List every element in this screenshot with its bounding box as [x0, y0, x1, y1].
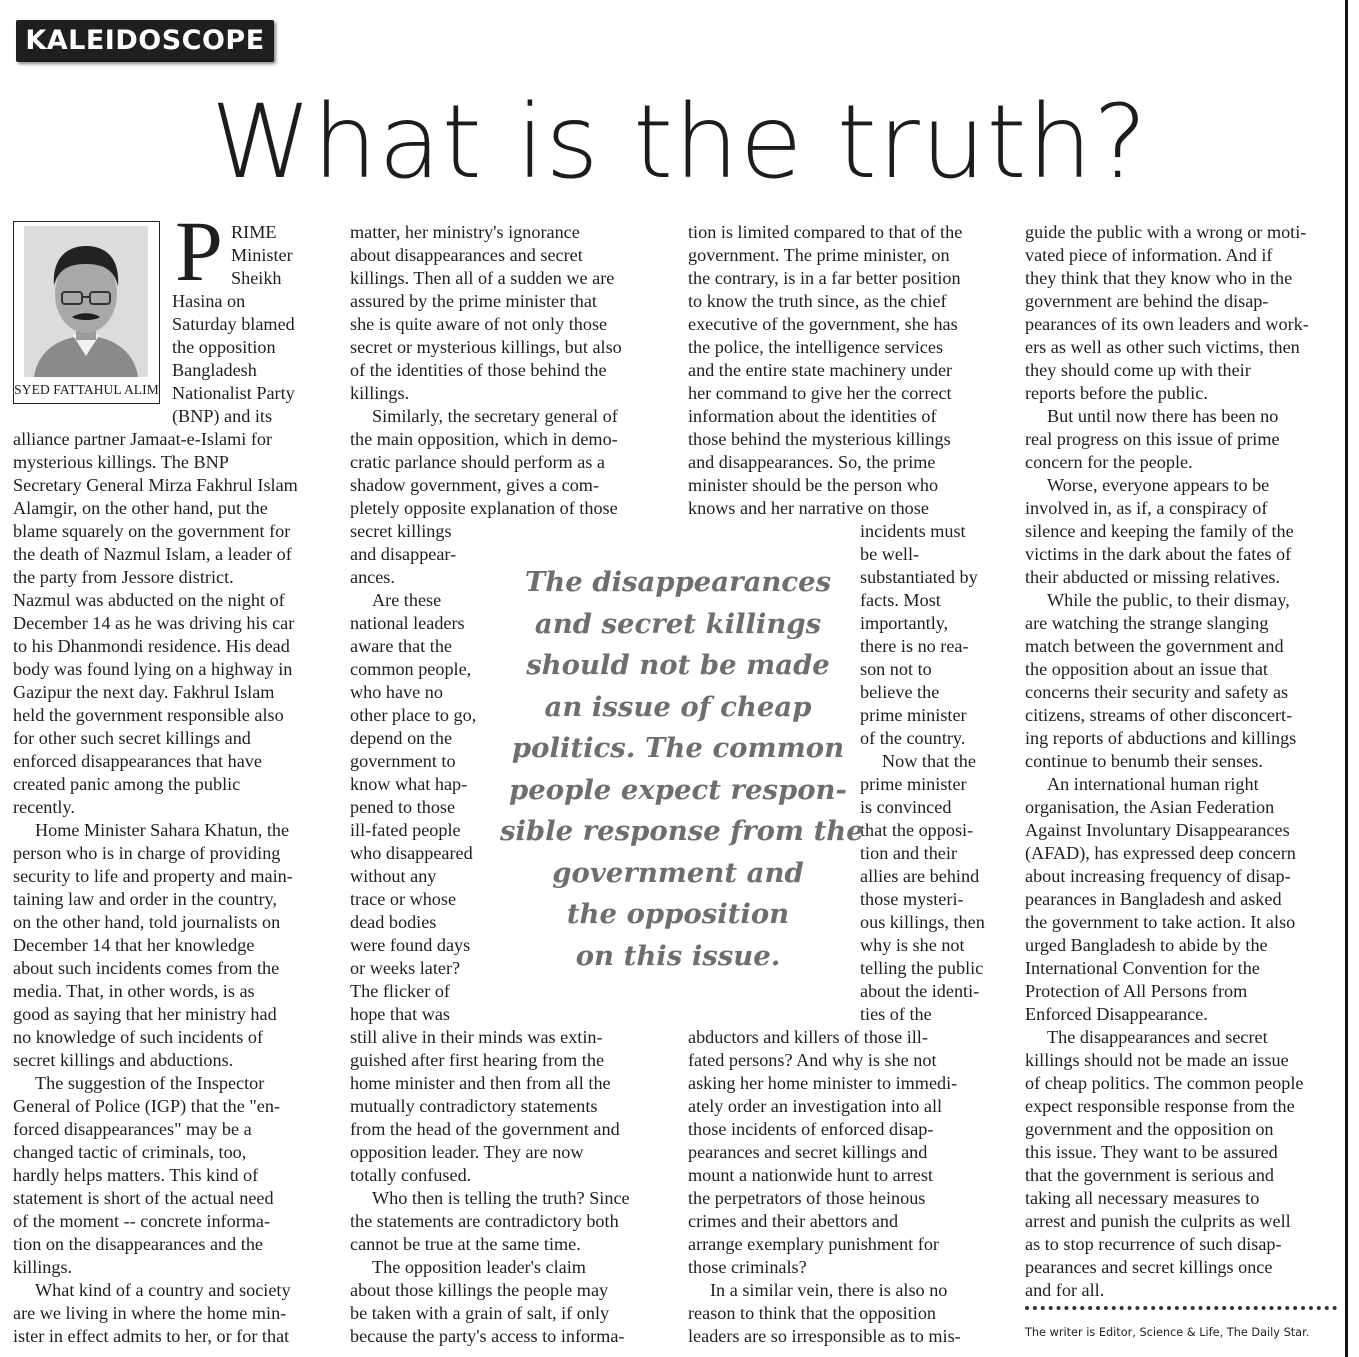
- text-line: prime minister: [860, 774, 967, 794]
- text-line: mutually contradictory statements: [350, 1096, 598, 1116]
- text-line: arrange exemplary punishment for: [688, 1234, 939, 1254]
- text-line: were found days: [350, 935, 471, 955]
- pull-quote-line: government and: [552, 856, 804, 889]
- text-line: common people,: [350, 659, 472, 679]
- text-line: Secretary General Mirza Fakhrul Islam: [13, 475, 298, 495]
- text-line: there is no rea-: [860, 636, 969, 656]
- text-line: tion on the disappearances and the: [13, 1234, 263, 1254]
- text-line: on the other hand, told journalists on: [13, 912, 281, 932]
- text-line: Nazmul was abducted on the night of: [13, 590, 285, 610]
- text-line: or weeks later?: [350, 958, 461, 978]
- text-line: ties of the: [860, 1004, 932, 1024]
- text-line: real progress on this issue of prime: [1025, 429, 1280, 449]
- text-line: that the opposi-: [860, 820, 974, 840]
- text-line: secret or mysterious killings, but also: [350, 337, 622, 357]
- text-line: who have no: [350, 682, 443, 702]
- text-line: The opposition leader's claim: [372, 1257, 586, 1277]
- text-line: to his Dhanmondi residence. His dead: [13, 636, 290, 656]
- text-line: Saturday blamed: [172, 314, 295, 334]
- text-line: General of Police (IGP) that the "en-: [13, 1096, 281, 1116]
- text-line: about disappearances and secret: [350, 245, 583, 265]
- text-line: as to stop recurrence of such disap-: [1025, 1234, 1282, 1254]
- text-line: continue to benumb their senses.: [1025, 751, 1263, 771]
- pull-quote-line: politics. The common: [511, 732, 845, 764]
- text-line: guide the public with a wrong or moti-: [1025, 222, 1307, 242]
- text-line: match between the government and: [1025, 636, 1284, 656]
- text-line: believe the: [860, 682, 940, 702]
- pull-quote-line: The disappearances: [524, 566, 832, 598]
- text-line: about the identi-: [860, 981, 980, 1001]
- text-line: information about the identities of: [688, 406, 937, 426]
- text-line: about those killings the people may: [350, 1280, 609, 1300]
- text-line: recently.: [13, 797, 75, 817]
- text-line: still alive in their minds was extin-: [350, 1027, 603, 1047]
- text-line: Alamgir, on the other hand, put the: [13, 498, 268, 518]
- text-line: Against Involuntary Disappearances: [1025, 820, 1290, 840]
- pull-quote-line: and secret killings: [534, 607, 822, 640]
- text-line: of the moment -- concrete informa-: [13, 1211, 271, 1231]
- text-line: pearances of its own leaders and work-: [1025, 314, 1309, 334]
- text-line: government to: [350, 751, 456, 771]
- text-line: reason to think that the opposition: [688, 1303, 937, 1323]
- text-line: citizens, streams of other disconcert-: [1025, 705, 1293, 725]
- text-line: Who then is telling the truth? Since: [372, 1188, 630, 1208]
- author-note: The writer is Editor, Science & Life, The Daily Star.: [1025, 1326, 1310, 1339]
- text-line: the perpetrators of those heinous: [688, 1188, 926, 1208]
- text-line: secret killings and abductions.: [13, 1050, 234, 1070]
- text-line: Sheikh: [231, 268, 282, 288]
- text-line: changed tactic of criminals, too,: [13, 1142, 247, 1162]
- text-line: of the identities of those behind the: [350, 360, 607, 380]
- text-line: telling the public: [860, 958, 984, 978]
- text-line: held the government responsible also: [13, 705, 284, 725]
- text-line: incidents must: [860, 521, 966, 541]
- text-line: silence and keeping the family of the: [1025, 521, 1294, 541]
- text-line: ous killings, then: [860, 912, 985, 932]
- text-line: national leaders: [350, 613, 465, 633]
- text-line: cratic parlance should perform as a: [350, 452, 606, 472]
- text-line: expect responsible response from the: [1025, 1096, 1295, 1116]
- text-line: The suggestion of the Inspector: [35, 1073, 265, 1093]
- text-line: Nationalist Party: [172, 383, 295, 403]
- text-line: her command to give her the correct: [688, 383, 952, 403]
- text-line: But until now there has been no: [1047, 406, 1279, 426]
- text-line: of cheap politics. The common people: [1025, 1073, 1304, 1093]
- text-line: and the entire state machinery under: [688, 360, 953, 380]
- text-line: son not to: [860, 659, 932, 679]
- text-line: the opposition: [172, 337, 276, 357]
- text-line: taking all necessary measures to: [1025, 1188, 1260, 1208]
- text-line: ers as well as other such victims, then: [1025, 337, 1300, 357]
- text-line: Are these: [372, 590, 442, 610]
- text-line: blame squarely on the government for: [13, 521, 291, 541]
- text-line: ances.: [350, 567, 395, 587]
- text-line: tion and their: [860, 843, 957, 863]
- text-line: facts. Most: [860, 590, 941, 610]
- text-line: The flicker of: [350, 981, 450, 1001]
- text-line: the contrary, is in a far better position: [688, 268, 961, 288]
- text-line: Home Minister Sahara Khatun, the: [35, 820, 290, 840]
- text-line: pletely opposite explanation of those: [350, 498, 618, 518]
- text-line: from the head of the government and: [350, 1119, 620, 1139]
- text-line: good as saying that her ministry had: [13, 1004, 277, 1024]
- text-line: of the country.: [860, 728, 966, 748]
- text-line: the main opposition, which in demo-: [350, 429, 618, 449]
- text-line: the police, the intelligence services: [688, 337, 944, 357]
- text-line: vated piece of information. And if: [1025, 245, 1273, 265]
- pull-quote-line: people expect respon-: [509, 773, 847, 806]
- text-line: Enforced Disappearance.: [1025, 1004, 1208, 1024]
- text-line: she is quite aware of not only those: [350, 314, 608, 334]
- text-line: prime minister: [860, 705, 967, 725]
- pull-quote-line: an issue of cheap: [544, 690, 812, 723]
- text-line: Hasina on: [172, 291, 246, 311]
- text-line: abductors and killers of those ill-: [688, 1027, 928, 1047]
- text-line: depend on the: [350, 728, 453, 748]
- text-line: media. That, in other words, is as: [13, 981, 255, 1001]
- text-line: killings. Then all of a sudden we are: [350, 268, 615, 288]
- text-line: Gazipur the next day. Fakhrul Islam: [13, 682, 275, 702]
- text-line: are watching the strange slanging: [1025, 613, 1269, 633]
- text-line: leaders are so irresponsible as to mis-: [688, 1326, 961, 1346]
- text-line: who disappeared: [350, 843, 473, 863]
- text-line: reports before the public.: [1025, 383, 1208, 403]
- text-line: involved in, as if, a conspiracy of: [1025, 498, 1268, 518]
- text-line: secret killings: [350, 521, 452, 541]
- text-line: hardly helps matters. This kind of: [13, 1165, 259, 1185]
- text-line: those behind the mysterious killings: [688, 429, 951, 449]
- text-line: ister in effect admits to her, or for that: [13, 1326, 290, 1346]
- text-line: killings.: [350, 383, 410, 403]
- text-line: those mysteri-: [860, 889, 964, 909]
- text-line: The disappearances and secret: [1047, 1027, 1268, 1047]
- text-line: are we living in where the home min-: [13, 1303, 287, 1323]
- text-line: trace or whose: [350, 889, 457, 909]
- text-line: December 14 that her knowledge: [13, 935, 255, 955]
- text-line: fated persons? And why is she not: [688, 1050, 937, 1070]
- text-line: While the public, to their dismay,: [1047, 590, 1290, 610]
- text-line: body was found lying on a highway in: [13, 659, 293, 679]
- text-line: and disappearances. So, the prime: [688, 452, 936, 472]
- text-line: (BNP) and its: [172, 406, 273, 426]
- text-line: they should come up with their: [1025, 360, 1251, 380]
- text-line: hope that was: [350, 1004, 451, 1024]
- column-4: [1025, 221, 1343, 1302]
- text-line: pearances and secret killings once: [1025, 1257, 1273, 1277]
- text-line: they think that they know who in the: [1025, 268, 1293, 288]
- text-line: pearances and secret killings and: [688, 1142, 928, 1162]
- text-line: asking her home minister to immedi-: [688, 1073, 958, 1093]
- text-line: pearances in Bangladesh and asked: [1025, 889, 1282, 909]
- text-line: security to life and property and main-: [13, 866, 293, 886]
- text-line: pened to those: [350, 797, 456, 817]
- text-line: substantiated by: [860, 567, 978, 587]
- text-line: What kind of a country and society: [35, 1280, 291, 1300]
- text-line: ing reports of abductions and killings: [1025, 728, 1297, 748]
- author-byline: SYED FATTAHUL ALIM: [14, 382, 159, 397]
- text-line: forced disappearances" may be a: [13, 1119, 252, 1139]
- text-line: for other such secret killings and: [13, 728, 251, 748]
- text-line: about increasing frequency of disap-: [1025, 866, 1291, 886]
- text-line: the opposition about an issue that: [1025, 659, 1268, 679]
- text-line: Minister: [231, 245, 293, 265]
- text-line: guished after first hearing from the: [350, 1050, 605, 1070]
- text-line: government. The prime minister, on: [688, 245, 950, 265]
- text-line: ill-fated people: [350, 820, 461, 840]
- text-line: (AFAD), has expressed deep concern: [1025, 843, 1296, 863]
- text-line: Now that the: [882, 751, 976, 771]
- text-line: opposition leader. They are now: [350, 1142, 584, 1162]
- text-line: no knowledge of such incidents of: [13, 1027, 264, 1047]
- text-line: concern for the people.: [1025, 452, 1193, 472]
- text-line: arrest and punish the culprits as well: [1025, 1211, 1291, 1231]
- text-line: concerns their security and safety as: [1025, 682, 1289, 702]
- text-line: to know the truth since, as the chief: [688, 291, 947, 311]
- text-line: other place to go,: [350, 705, 477, 725]
- text-line: tion is limited compared to that of the: [688, 222, 963, 242]
- text-line: statement is short of the actual need: [13, 1188, 274, 1208]
- text-line: alliance partner Jamaat-e-Islami for: [13, 429, 273, 449]
- text-line: importantly,: [860, 613, 949, 633]
- text-line: dead bodies: [350, 912, 437, 932]
- text-line: their abducted or missing relatives.: [1025, 567, 1281, 587]
- dotted-divider: [1025, 1306, 1337, 1310]
- text-line: killings should not be made an issue: [1025, 1050, 1289, 1070]
- text-line: because the party's access to informa-: [350, 1326, 625, 1346]
- text-line: organisation, the Asian Federation: [1025, 797, 1275, 817]
- pull-quote-line: sible response from the: [500, 815, 864, 847]
- text-line: about such incidents comes from the: [13, 958, 280, 978]
- text-line: the statements are contradictory both: [350, 1211, 619, 1231]
- text-line: and for all.: [1025, 1280, 1105, 1300]
- text-line: crimes and their abettors and: [688, 1211, 899, 1231]
- text-line: without any: [350, 866, 437, 886]
- text-line: totally confused.: [350, 1165, 472, 1185]
- text-line: mount a nationwide hunt to arrest: [688, 1165, 933, 1185]
- text-line: An international human right: [1047, 774, 1259, 794]
- text-line: taining law and order in the country,: [13, 889, 277, 909]
- text-line: those incidents of enforced disap-: [688, 1119, 934, 1139]
- text-line: Bangladesh: [172, 360, 257, 380]
- text-line: International Convention for the: [1025, 958, 1260, 978]
- text-line: the government to take action. It also: [1025, 912, 1296, 932]
- text-line: be taken with a grain of salt, if only: [350, 1303, 610, 1323]
- text-line: this issue. They want to be assured: [1025, 1142, 1278, 1162]
- pull-quote-line: the opposition: [566, 898, 790, 930]
- text-line: executive of the government, she has: [688, 314, 958, 334]
- text-line: the death of Nazmul Islam, a leader of: [13, 544, 292, 564]
- text-line: government and the opposition on: [1025, 1119, 1274, 1139]
- text-line: Worse, everyone appears to be: [1047, 475, 1270, 495]
- text-line: that the government is serious and: [1025, 1165, 1275, 1185]
- text-line: the party from Jessore district.: [13, 567, 234, 587]
- text-line: December 14 as he was driving his car: [13, 613, 295, 633]
- text-line: allies are behind: [860, 866, 980, 886]
- text-line: government are behind the disap-: [1025, 291, 1269, 311]
- text-line: ately order an investigation into all: [688, 1096, 943, 1116]
- text-line: home minister and then from all the: [350, 1073, 611, 1093]
- text-line: is convinced: [860, 797, 952, 817]
- text-line: enforced disappearances that have: [13, 751, 262, 771]
- text-line: cannot be true at the same time.: [350, 1234, 581, 1254]
- text-line: matter, her ministry's ignorance: [350, 222, 580, 242]
- text-line: minister should be the person who: [688, 475, 939, 495]
- text-line: know what hap-: [350, 774, 468, 794]
- text-line: shadow government, gives a com-: [350, 475, 600, 495]
- pull-quote-line: on this issue.: [575, 939, 781, 972]
- text-line: mysterious killings. The BNP: [13, 452, 229, 472]
- pull-quote: [500, 562, 864, 977]
- text-line: aware that the: [350, 636, 452, 656]
- text-line: knows and her narrative on those: [688, 498, 929, 518]
- text-line: victims in the dark about the fates of: [1025, 544, 1292, 564]
- text-line: RIME: [231, 222, 277, 242]
- text-line: assured by the prime minister that: [350, 291, 597, 311]
- headline: What is the truth?: [210, 83, 1149, 202]
- text-line: In a similar vein, there is also no: [710, 1280, 948, 1300]
- pull-quote-line: should not be made: [526, 649, 830, 681]
- text-line: why is she not: [860, 935, 965, 955]
- text-line: and disappear-: [350, 544, 457, 564]
- text-line: be well-: [860, 544, 920, 564]
- text-line: Protection of All Persons from: [1025, 981, 1248, 1001]
- text-line: those criminals?: [688, 1257, 807, 1277]
- drop-cap: P: [175, 203, 223, 299]
- text-line: created panic among the public: [13, 774, 241, 794]
- text-line: Similarly, the secretary general of: [372, 406, 618, 426]
- text-line: person who is in charge of providing: [13, 843, 281, 863]
- text-line: urged Bangladesh to abide by the: [1025, 935, 1268, 955]
- text-line: killings.: [13, 1257, 73, 1277]
- column-1: [13, 221, 335, 1348]
- section-label: KALEIDOSCOPE: [16, 20, 274, 62]
